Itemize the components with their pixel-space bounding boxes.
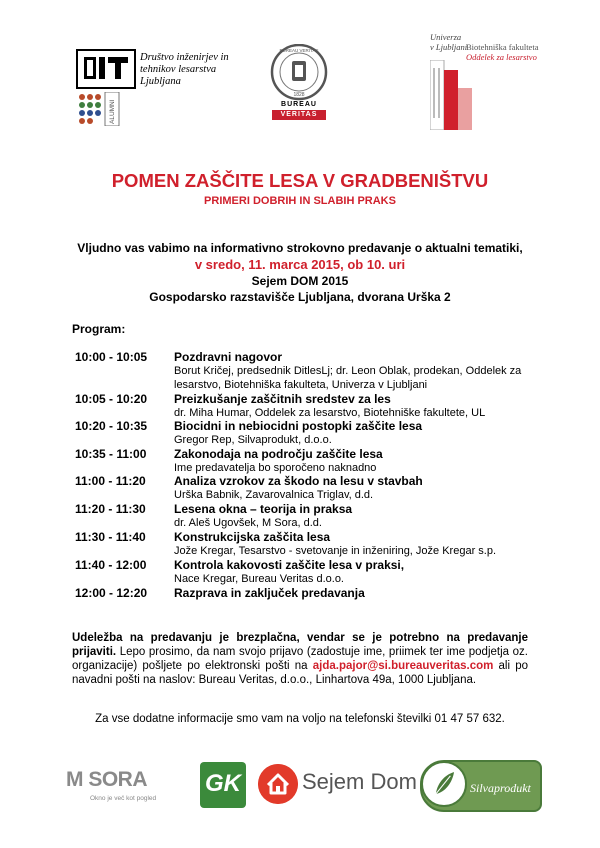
registration-bold: Udeležba na predavanju je brezplačna, vendar se je potrebno na predavanje prijaviti. <box>72 632 528 658</box>
page-subtitle: PRIMERI DOBRIH IN SLABIH PRAKS <box>204 195 396 207</box>
program-label: Program: <box>72 322 126 336</box>
event-venue: Gospodarsko razstavišče Ljubljana, dvorana Urška 2 <box>149 290 451 304</box>
program-time: 10:35 - 11:00 <box>75 447 147 461</box>
program-time: 10:05 - 10:20 <box>75 392 148 406</box>
program-topic: Biocidni in nebiocidni postopki zaščite lesa <box>174 419 423 433</box>
program-topic: Zakonodaja na področju zaščite lesa <box>174 447 383 461</box>
program-time: 11:20 - 11:30 <box>75 502 146 516</box>
program-speaker: Nace Kregar, Bureau Veritas d.o.o. <box>174 573 344 585</box>
ditles-logo <box>76 49 136 89</box>
program-speaker: Gregor Rep, Silvaprodukt, d.o.o. <box>174 434 332 446</box>
program-topic: Pozdravni nagovor <box>174 350 283 364</box>
alumni-label: ALUMNI <box>109 99 116 124</box>
event-name: Sejem DOM 2015 <box>251 274 349 288</box>
program-time: 12:00 - 12:20 <box>75 586 148 600</box>
program-speaker: Urška Babnik, Zavarovalnica Triglav, d.d. <box>174 489 374 501</box>
bv-word-top: BUREAU <box>281 101 317 108</box>
event-date: v sredo, 11. marca 2015, ob 10. uri <box>194 257 406 272</box>
page-title: POMEN ZAŠČITE LESA V GRADBENIŠTVU <box>111 170 489 191</box>
house-icon <box>258 764 298 804</box>
program-time: 11:40 - 12:00 <box>75 558 147 572</box>
program-speaker: Ime predavatelja bo sporočeno naknadno <box>174 462 377 474</box>
ditles-name: Društvo inženirjev in tehnikov lesarstva Ljubljana <box>140 52 229 87</box>
bv-ring-text: BUREAU VERITAS <box>279 48 319 53</box>
program-topic: Razprava in zaključek predavanja <box>174 586 365 600</box>
contact-info: Za vse dodatne informacije smo vam na voljo na telefonski številki 01 47 57 632. <box>95 713 505 725</box>
msora-logo: M SORA <box>66 768 147 791</box>
program-speaker: dr. Aleš Ugovšek, M Sora, d.d. <box>174 517 322 529</box>
program-topic: Kontrola kakovosti zaščite lesa v praksi, <box>174 558 405 572</box>
faculty-name: Biotehniška fakulteta Oddelek za lesarstvo <box>466 42 539 62</box>
program-time: 10:20 - 10:35 <box>75 419 148 433</box>
program-topic: Preizkušanje zaščitnih sredstev za les <box>174 392 391 406</box>
sejem-dom-logo: Sejem Dom <box>302 769 417 794</box>
silvaprodukt-name: Silvaprodukt <box>470 781 531 795</box>
silvaprodukt-leaf-icon <box>421 761 467 807</box>
registration-notice <box>72 631 528 687</box>
ditles-mark-icon <box>84 57 128 79</box>
msora-tagline: Okno je več kot pogled <box>90 795 157 802</box>
program-topic: Analiza vzrokov za škodo na lesu v stavbah <box>174 474 423 488</box>
bv-year: 1828 <box>293 92 305 98</box>
program-time: 10:00 - 10:05 <box>75 350 148 364</box>
registration-text: Lepo prosimo, da nam svojo prijavo (zadostuje ime, priimek ter ime podjetja oz. organizacije) pošljete po elektronski pošti na <box>72 646 528 672</box>
program-speaker: dr. Miha Humar, Oddelek za lesarstvo, Biotehniške fakultete, UL <box>174 407 486 419</box>
program-time: 11:30 - 11:40 <box>75 530 146 544</box>
university-name: Univerza v Ljubljani <box>430 32 468 52</box>
gk-logo-text: GK <box>205 770 241 797</box>
university-building-icon <box>430 60 472 130</box>
program-topic: Lesena okna – teorija in praksa <box>174 502 353 516</box>
program-speaker: Jože Kregar, Tesarstvo - svetovanje in inženiring, Jože Kregar s.p. <box>174 545 497 557</box>
bv-word-bottom: VERITAS <box>272 110 326 120</box>
invite-line: Vljudno vas vabimo na informativno strokovno predavanje o aktualni tematiki, <box>77 241 523 255</box>
registration-address: ali po navadni pošti na naslov: Bureau Veritas, d.o.o., Linhartova 49a, 1000 Ljubljana. <box>72 660 528 686</box>
registration-email-link[interactable]: ajda.pajor@si.bureauveritas.com <box>312 660 494 672</box>
program-topic: Konstrukcijska zaščita lesa <box>174 530 331 544</box>
alumni-logo-icon <box>76 92 120 126</box>
program-time: 11:00 - 11:20 <box>75 474 146 488</box>
program-speaker: Borut Kričej, predsednik DitlesLj; dr. Leon Oblak, prodekan, Oddelek za lesarstvo, Biotehniška fakulteta, Univerza v Ljubljani <box>174 365 522 391</box>
